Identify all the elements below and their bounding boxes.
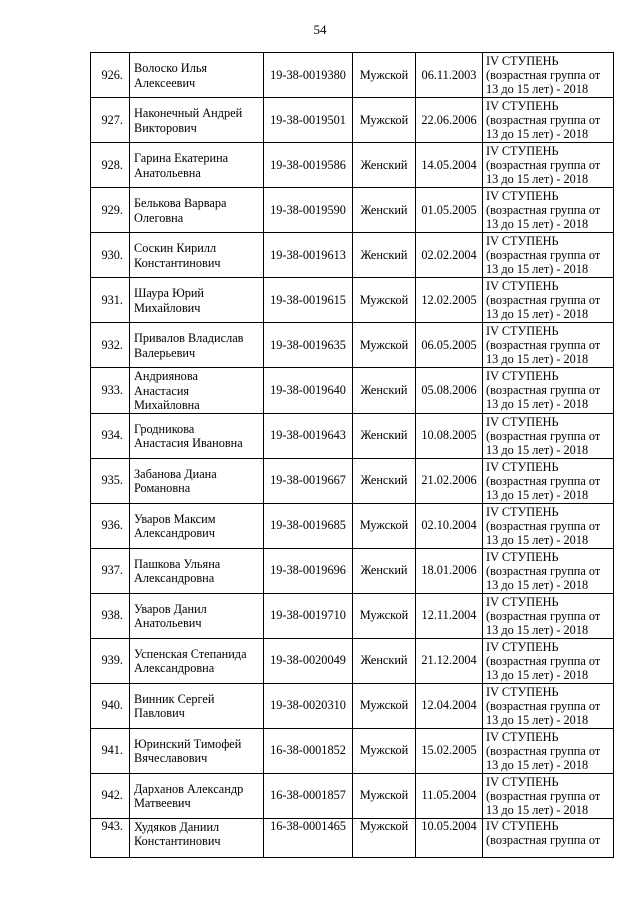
gto-level: [483, 773, 614, 818]
level-line: IV СТУПЕНЬ: [486, 818, 559, 833]
participant-name: [130, 233, 264, 278]
birth-date: 01.05.2005: [416, 188, 483, 233]
birth-date: 02.02.2004: [416, 233, 483, 278]
participant-name: [130, 773, 264, 818]
name-line: Гарина Екатерина: [134, 151, 229, 165]
table-row: [91, 143, 614, 188]
gender: Женский: [353, 548, 416, 593]
page-number: 54: [313, 22, 327, 37]
level-line: (возрастная группа от: [486, 203, 601, 217]
uin-number: 16-38-0001465: [264, 818, 353, 857]
level-line: (возрастная группа от: [486, 698, 601, 713]
name-line: Анатольевна: [134, 165, 201, 180]
birth-date: 15.02.2005: [416, 728, 483, 773]
gender: Женский: [353, 143, 416, 188]
uin-number: 19-38-0019640: [264, 368, 353, 414]
gto-level: [483, 233, 614, 278]
level-line: IV СТУПЕНЬ: [486, 774, 559, 789]
level-line: (возрастная группа от: [486, 743, 601, 758]
name-line: Павлович: [134, 706, 185, 720]
level-line: 13 до 15 лет) - 2018: [486, 757, 589, 772]
name-line: Белькова Варвара: [134, 196, 227, 210]
row-number: 933.: [91, 368, 130, 414]
level-line: (возрастная группа от: [486, 653, 601, 668]
level-line: (возрастная группа от: [486, 113, 601, 127]
level-line: 13 до 15 лет) - 2018: [486, 82, 589, 96]
participant-name: [130, 818, 264, 857]
participant-name: [130, 188, 264, 233]
name-line: Уваров Максим: [134, 511, 216, 526]
participant-name: [130, 458, 264, 503]
birth-date: 05.08.2006: [416, 368, 483, 414]
name-line: Шаура Юрий: [134, 286, 205, 300]
birth-date: 14.05.2004: [416, 143, 483, 188]
gto-level: [483, 593, 614, 638]
level-line: 13 до 15 лет) - 2018: [486, 127, 589, 141]
gender: Мужской: [353, 98, 416, 143]
level-line: 13 до 15 лет) - 2018: [486, 397, 589, 412]
level-line: (возрастная группа от: [486, 383, 601, 398]
name-line: Привалов Владислав: [134, 331, 244, 345]
table-row: [91, 278, 614, 323]
birth-date: 06.05.2005: [416, 323, 483, 368]
table-row: [91, 683, 614, 728]
uin-number: 19-38-0019586: [264, 143, 353, 188]
name-line: Матвеевич: [134, 796, 191, 810]
gto-level: [483, 548, 614, 593]
name-line: Романовна: [134, 481, 191, 495]
gto-level: [483, 728, 614, 773]
row-number: 942.: [91, 773, 130, 818]
level-line: IV СТУПЕНЬ: [486, 549, 559, 564]
participant-name: [130, 278, 264, 323]
name-line: Пашкова Ульяна: [134, 556, 221, 571]
table-row: [91, 728, 614, 773]
gto-level: [483, 413, 614, 458]
gto-level: [483, 98, 614, 143]
level-line: IV СТУПЕНЬ: [486, 459, 559, 474]
level-line: 13 до 15 лет) - 2018: [486, 712, 589, 727]
row-number: 938.: [91, 593, 130, 638]
birth-date: 21.02.2006: [416, 458, 483, 503]
row-number: 937.: [91, 548, 130, 593]
birth-date: 21.12.2004: [416, 638, 483, 683]
table-row: [91, 773, 614, 818]
participant-name: [130, 53, 264, 98]
name-line: Викторович: [134, 120, 197, 135]
gender: Мужской: [353, 593, 416, 638]
row-number: 936.: [91, 503, 130, 548]
uin-number: 19-38-0019380: [264, 53, 353, 98]
gender: Мужской: [353, 818, 416, 857]
gender: Мужской: [353, 728, 416, 773]
table-row: [91, 368, 614, 414]
gto-level: [483, 638, 614, 683]
gto-level: [483, 143, 614, 188]
level-line: (возрастная группа от: [486, 248, 601, 262]
level-line: IV СТУПЕНЬ: [486, 594, 559, 609]
gender: Женский: [353, 368, 416, 414]
level-line: (возрастная группа от: [486, 428, 601, 443]
participant-name: [130, 98, 264, 143]
row-number: 941.: [91, 728, 130, 773]
level-line: 13 до 15 лет) - 2018: [486, 352, 589, 366]
table-row: [91, 98, 614, 143]
level-line: IV СТУПЕНЬ: [486, 54, 559, 68]
name-line: Юринский Тимофей: [134, 736, 242, 751]
participant-name: [130, 638, 264, 683]
uin-number: 19-38-0019667: [264, 458, 353, 503]
level-line: (возрастная группа от: [486, 473, 601, 488]
table-row: [91, 548, 614, 593]
uin-number: 19-38-0019613: [264, 233, 353, 278]
uin-number: 19-38-0020310: [264, 683, 353, 728]
level-line: (возрастная группа от: [486, 788, 601, 803]
birth-date: 12.11.2004: [416, 593, 483, 638]
gender: Мужской: [353, 503, 416, 548]
level-line: IV СТУПЕНЬ: [486, 414, 559, 429]
name-line: Вячеславович: [134, 751, 208, 765]
participant-name: [130, 413, 264, 458]
uin-number: 19-38-0019696: [264, 548, 353, 593]
level-line: IV СТУПЕНЬ: [486, 324, 559, 338]
level-line: 13 до 15 лет) - 2018: [486, 577, 589, 592]
table-row: [91, 593, 614, 638]
level-line: 13 до 15 лет) - 2018: [486, 217, 589, 231]
gender: Мужской: [353, 323, 416, 368]
gto-level: [483, 53, 614, 98]
name-line: Успенская Степанида: [134, 646, 247, 661]
level-line: 13 до 15 лет) - 2018: [486, 487, 589, 502]
participant-name: [130, 503, 264, 548]
level-line: (возрастная группа от: [486, 158, 601, 172]
uin-number: 19-38-0019685: [264, 503, 353, 548]
level-line: 13 до 15 лет) - 2018: [486, 622, 589, 637]
table-row: [91, 323, 614, 368]
participant-name: [130, 323, 264, 368]
row-number: 943.: [91, 818, 130, 857]
name-line: Забанова Диана: [134, 466, 217, 481]
gto-level: [483, 368, 614, 414]
row-number: 940.: [91, 683, 130, 728]
birth-date: 18.01.2006: [416, 548, 483, 593]
row-number: 932.: [91, 323, 130, 368]
birth-date: 12.04.2004: [416, 683, 483, 728]
name-line: Наконечный Андрей: [134, 106, 243, 120]
birth-date: 10.05.2004: [416, 818, 483, 857]
uin-number: 19-38-0020049: [264, 638, 353, 683]
birth-date: 10.08.2005: [416, 413, 483, 458]
name-line: Анастасия: [134, 383, 190, 398]
gender: Женский: [353, 638, 416, 683]
level-line: IV СТУПЕНЬ: [486, 729, 559, 744]
registry-table-body: [91, 53, 614, 858]
row-number: 928.: [91, 143, 130, 188]
name-line: Константинович: [134, 255, 221, 270]
gto-level: [483, 188, 614, 233]
participant-name: [130, 143, 264, 188]
uin-number: 19-38-0019615: [264, 278, 353, 323]
row-number: 927.: [91, 98, 130, 143]
level-line: 13 до 15 лет) - 2018: [486, 262, 589, 276]
participant-name: [130, 593, 264, 638]
level-line: IV СТУПЕНЬ: [486, 684, 559, 699]
table-row: [91, 53, 614, 98]
uin-number: 19-38-0019710: [264, 593, 353, 638]
gender: Женский: [353, 188, 416, 233]
name-line: Анатольевич: [134, 616, 202, 630]
birth-date: 22.06.2006: [416, 98, 483, 143]
level-line: IV СТУПЕНЬ: [486, 144, 559, 158]
uin-number: 19-38-0019643: [264, 413, 353, 458]
name-line: Уваров Данил: [134, 601, 207, 616]
table-row: [91, 188, 614, 233]
registry-table: [90, 52, 614, 858]
gto-level: [483, 278, 614, 323]
row-number: 931.: [91, 278, 130, 323]
name-line: Михайлович: [134, 300, 201, 315]
level-line: (возрастная группа от: [486, 68, 601, 82]
level-line: (возрастная группа от: [486, 608, 601, 623]
level-line: 13 до 15 лет) - 2018: [486, 802, 589, 817]
gender: Мужской: [353, 278, 416, 323]
row-number: 939.: [91, 638, 130, 683]
gto-level: [483, 458, 614, 503]
level-line: IV СТУПЕНЬ: [486, 234, 559, 248]
gender: Женский: [353, 413, 416, 458]
level-line: 13 до 15 лет) - 2018: [486, 442, 589, 457]
birth-date: 02.10.2004: [416, 503, 483, 548]
name-line: Гродникова: [134, 421, 195, 436]
uin-number: 16-38-0001852: [264, 728, 353, 773]
level-line: (возрастная группа от: [486, 293, 601, 307]
table-row: [91, 233, 614, 278]
gender: Мужской: [353, 683, 416, 728]
level-line: IV СТУПЕНЬ: [486, 369, 559, 384]
level-line: (возрастная группа от: [486, 563, 601, 578]
gender: Женский: [353, 458, 416, 503]
row-number: 926.: [91, 53, 130, 98]
level-line: 13 до 15 лет) - 2018: [486, 172, 589, 186]
name-line: Олеговна: [134, 210, 184, 225]
level-line: IV СТУПЕНЬ: [486, 189, 559, 203]
level-line: 13 до 15 лет) - 2018: [486, 667, 589, 682]
table-row: [91, 458, 614, 503]
level-line: (возрастная группа от: [486, 832, 601, 847]
level-line: (возрастная группа от: [486, 518, 601, 533]
level-line: 13 до 15 лет) - 2018: [486, 532, 589, 547]
name-line: Соскин Кирилл: [134, 241, 217, 255]
table-row: [91, 818, 614, 857]
gto-level: [483, 683, 614, 728]
level-line: IV СТУПЕНЬ: [486, 639, 559, 654]
row-number: 929.: [91, 188, 130, 233]
birth-date: 06.11.2003: [416, 53, 483, 98]
table-row: [91, 503, 614, 548]
name-line: Андриянова: [134, 369, 198, 383]
row-number: 930.: [91, 233, 130, 278]
level-line: IV СТУПЕНЬ: [486, 279, 559, 293]
row-number: 934.: [91, 413, 130, 458]
gto-level: [483, 503, 614, 548]
uin-number: 16-38-0001857: [264, 773, 353, 818]
name-line: Винник Сергей: [134, 691, 215, 706]
gto-level: [483, 818, 614, 857]
level-line: 13 до 15 лет) - 2018: [486, 307, 589, 321]
name-line: Михайловна: [134, 398, 200, 412]
participant-name: [130, 368, 264, 414]
name-line: Волоско Илья: [134, 61, 208, 75]
birth-date: 12.02.2005: [416, 278, 483, 323]
name-line: Дарханов Александр: [134, 781, 244, 796]
name-line: Александрович: [134, 526, 215, 540]
gender: Мужской: [353, 773, 416, 818]
uin-number: 19-38-0019590: [264, 188, 353, 233]
birth-date: 11.05.2004: [416, 773, 483, 818]
table-row: [91, 413, 614, 458]
gto-level: [483, 323, 614, 368]
name-line: Анастасия Ивановна: [134, 436, 243, 450]
name-line: Валерьевич: [134, 345, 196, 360]
name-line: Александровна: [134, 661, 215, 675]
participant-name: [130, 728, 264, 773]
table-row: [91, 638, 614, 683]
name-line: Худяков Даниил: [134, 819, 220, 834]
name-line: Алексеевич: [134, 75, 196, 90]
level-line: IV СТУПЕНЬ: [486, 504, 559, 519]
level-line: IV СТУПЕНЬ: [486, 99, 559, 113]
name-line: Александровна: [134, 571, 215, 585]
level-line: (возрастная группа от: [486, 338, 601, 352]
name-line: Константинович: [134, 834, 221, 848]
uin-number: 19-38-0019501: [264, 98, 353, 143]
gender: Женский: [353, 233, 416, 278]
participant-name: [130, 683, 264, 728]
row-number: 935.: [91, 458, 130, 503]
uin-number: 19-38-0019635: [264, 323, 353, 368]
gender: Мужской: [353, 53, 416, 98]
participant-name: [130, 548, 264, 593]
